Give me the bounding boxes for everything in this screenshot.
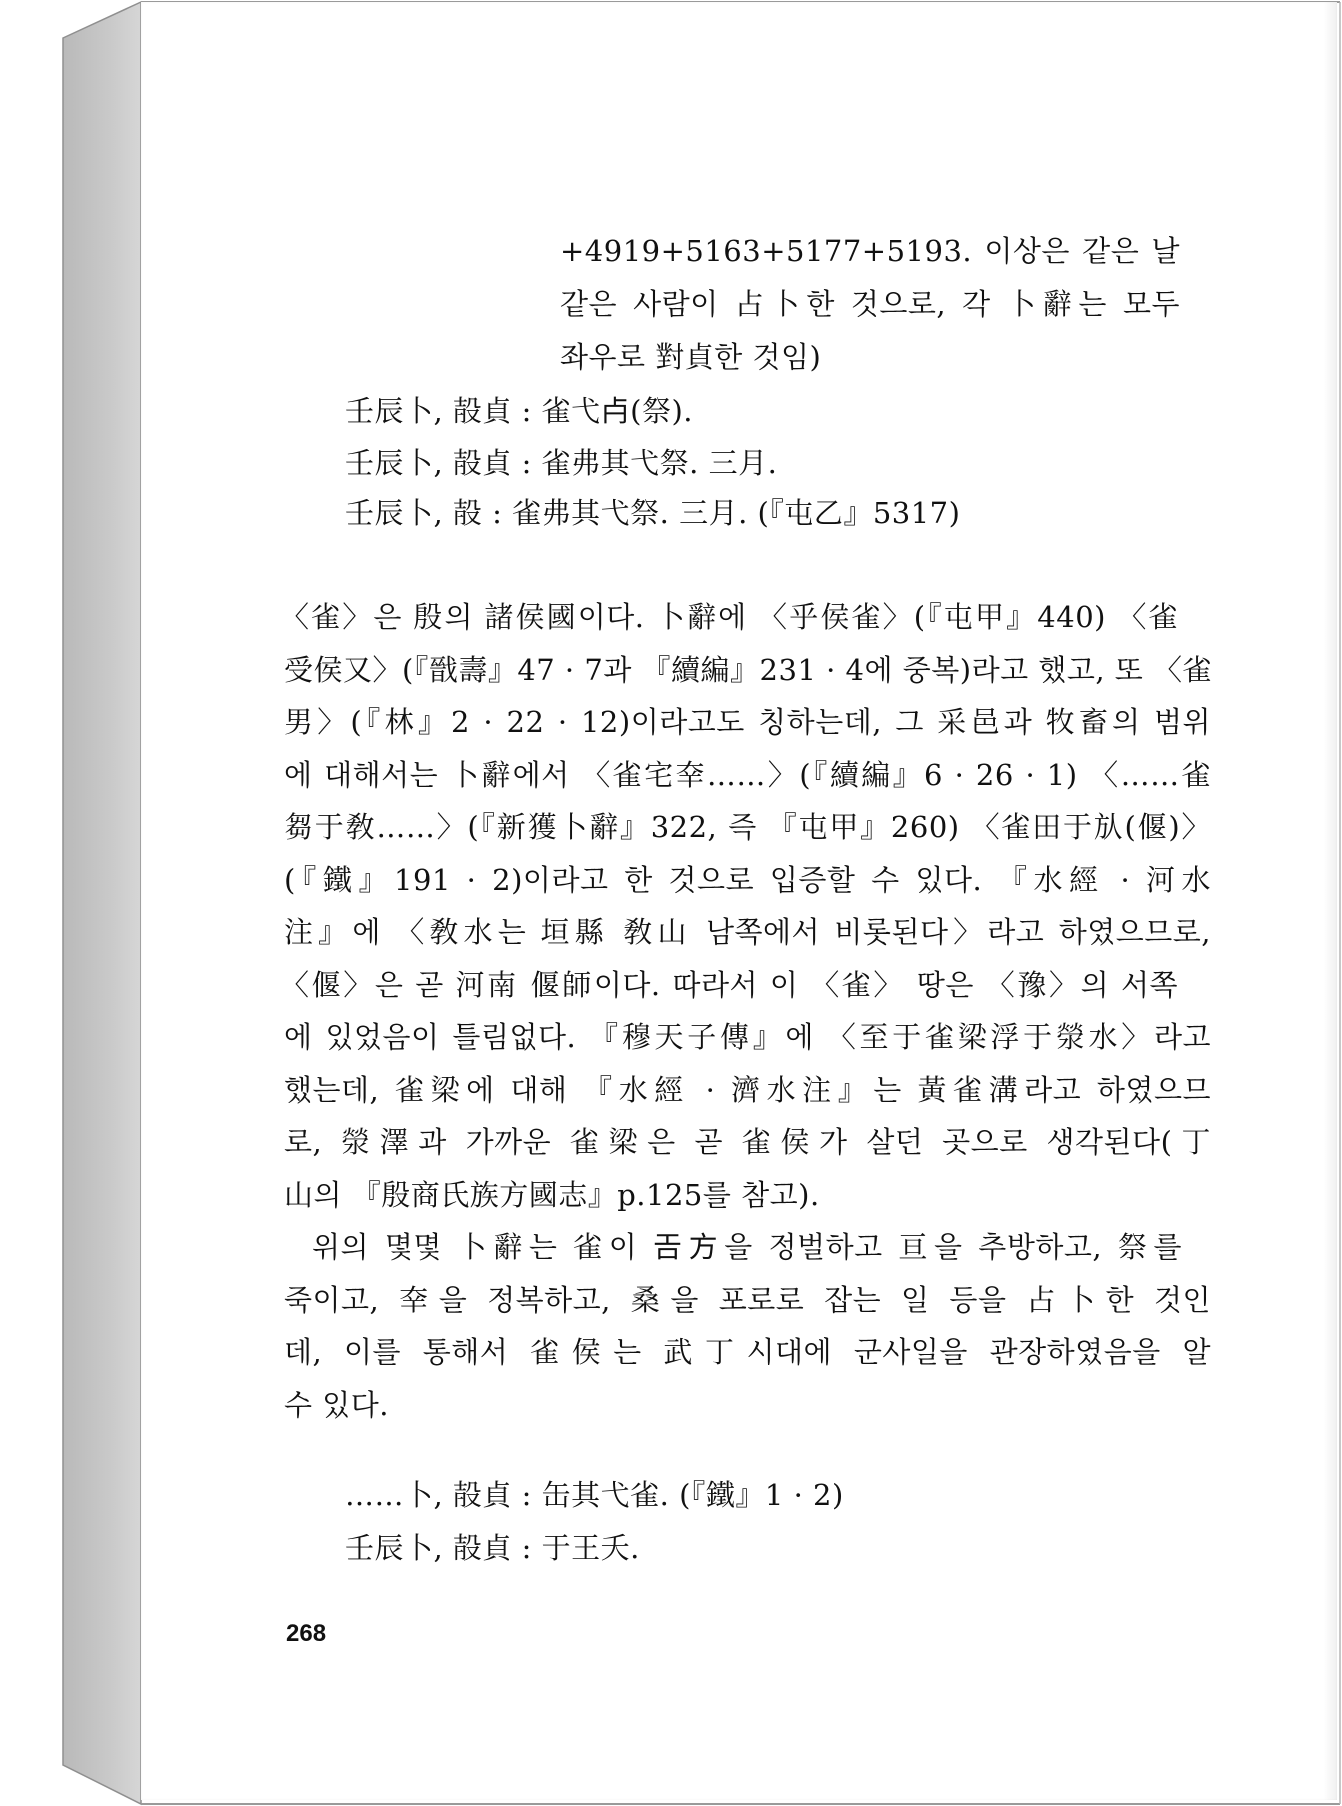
- book-spine-face: [63, 2, 141, 1804]
- inscription-line: 壬辰卜, 㱿貞 : 雀弗其弋祭. 三月.: [345, 446, 778, 480]
- paragraph-1-line-6: (『鐵』191 · 2)이라고 한 것으로 입증할 수 있다. 『水經 · 河水: [284, 863, 1211, 897]
- paragraph-2-line-3: 데, 이를 통해서 雀侯는 武丁시대에 군사일을 관장하였음을 알: [284, 1335, 1211, 1369]
- top-block-line-1: +4919+5163+5177+5193. 이상은 같은 날: [560, 234, 1180, 268]
- inscription-line: 壬辰卜, 㱿貞 : 于王夭.: [345, 1531, 640, 1565]
- inscription-line: 壬辰卜, 㱿貞 : 雀弋𣦵(祭).: [345, 394, 693, 428]
- paragraph-1-line-12: 山의 『殷商氏族方國志』p.125를 참고).: [284, 1178, 820, 1212]
- inscription-line: ……卜, 㱿貞 : 缶其弋雀. (『鐵』1 · 2): [345, 1478, 844, 1512]
- book-page: [141, 2, 1337, 1800]
- paragraph-2-line-2: 죽이고, 㚔을 정복하고, 桑을 포로로 잡는 일 등을 占卜한 것인: [284, 1283, 1211, 1317]
- paragraph-1-line-5: 芻于敎……〉(『新獲卜辭』322, 즉 『屯甲』260) 〈雀田于㫃(偃)〉: [284, 810, 1211, 844]
- top-block-line-3: 좌우로 對貞한 것임): [560, 340, 822, 374]
- paragraph-1-line-3: 男〉(『林』2 · 22 · 12)이라고도 칭하는데, 그 采邑과 牧畜의 범위: [284, 705, 1211, 739]
- paragraph-1-line-10: 했는데, 雀梁에 대해 『水經 · 濟水注』는 黃雀溝라고 하였으므: [284, 1073, 1211, 1107]
- inscription-line: 壬辰卜, 㱿 : 雀弗其弋祭. 三月. (『屯乙』5317): [345, 496, 961, 530]
- paragraph-1-line-7: 注』에 〈敎水는 垣縣 敎山 남쪽에서 비롯된다〉라고 하였으므로,: [284, 915, 1211, 949]
- paragraph-1-line-9: 에 있었음이 틀림없다. 『穆天子傳』에 〈至于雀梁浮于滎水〉라고: [284, 1020, 1211, 1054]
- paragraph-1-line-2: 受侯又〉(『戩壽』47 · 7과 『續編』231 · 4에 중복)라고 했고, 또 〈雀: [284, 653, 1213, 687]
- top-block-line-2: 같은 사람이 占卜한 것으로, 각 卜辭는 모두: [560, 287, 1180, 321]
- paragraph-1-line-1: 〈雀〉은 殷의 諸侯國이다. 卜辭에 〈乎侯雀〉(『屯甲』440) 〈雀: [280, 600, 1178, 634]
- paragraph-2-line-4: 수 있다.: [284, 1388, 389, 1422]
- paragraph-1-line-4: 에 대해서는 卜辭에서 〈雀宅㚔……〉(『續編』6 · 26 · 1) 〈……雀: [284, 758, 1211, 792]
- page-number: 268: [286, 1620, 327, 1647]
- paragraph-1-line-8: 〈偃〉은 곧 河南 偃師이다. 따라서 이 〈雀〉 땅은 〈豫〉의 서쪽: [280, 968, 1178, 1002]
- paragraph-1-line-11: 로, 滎澤과 가까운 雀梁은 곧 雀侯가 살던 곳으로 생각된다(丁: [284, 1125, 1211, 1159]
- page-edge-shadow: [1323, 2, 1337, 1800]
- paragraph-2-line-1: 위의 몇몇 卜辭는 雀이 𢀛方을 정벌하고 亘을 추방하고, 祭를: [312, 1230, 1182, 1264]
